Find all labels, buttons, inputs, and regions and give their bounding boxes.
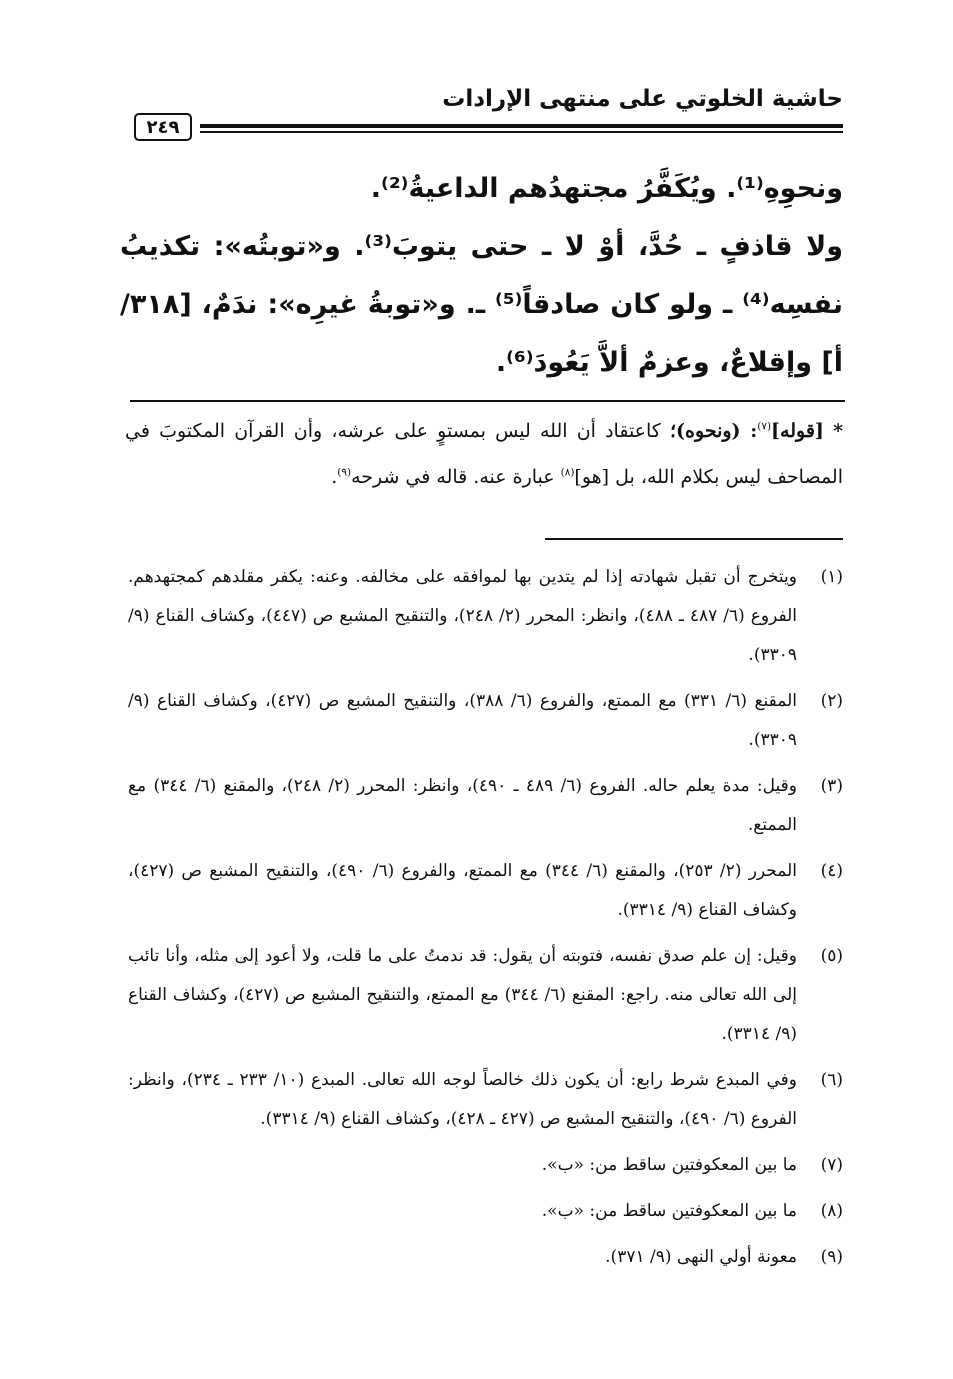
- footnote-divider: [545, 538, 843, 540]
- footnote: [128, 937, 843, 1054]
- main-text: [120, 160, 843, 392]
- header-rule: [200, 124, 843, 128]
- footnote: [128, 1146, 843, 1185]
- footnote-ref-7: (٧): [757, 420, 772, 433]
- footnote-number: (٩): [820, 1247, 843, 1267]
- footnote-text: ويتخرج أن تقبل شهادته إذا لم يتدين بها لموافقه على مخالفه. وعنه: يكفر مقلدهم كمجتهدهم. الفروع (٦/ ٤٨٧ ـ ٤٨٨)، وانظر: المحرر (٢/ ٢٤٨)، والتنقيح المشبع ص (٤٤٧)، وكشاف القناع (٩/ ٣٣٠٩).: [128, 567, 798, 665]
- footnote: [128, 558, 843, 675]
- footnote-text: وقيل: إن علم صدق نفسه، فتوبته أن يقول: قد ندمتُ على ما قلت، ولا أعود إلى مثله، وأنا تائب إلى الله تعالى منه. راجع: المقنع (٦/ ٣٤٤) مع الممتع، والتنقيح المشبع ص (٤٢٧)، وكشاف القناع (٩/ ٣٣١٤).: [128, 946, 797, 1044]
- footnote-number: (٦): [820, 1070, 843, 1090]
- footnote-number: (٤): [820, 861, 843, 881]
- running-title: حاشية الخلوتي على منتهى الإرادات: [442, 86, 843, 112]
- footnotes: [128, 558, 843, 1284]
- main-paragraph-1: ونحوِهِ⁽¹⁾. ويُكَفَّرُ مجتهدُهم الداعيةُ⁽²⁾.: [370, 173, 843, 204]
- footnote-number: (٣): [820, 776, 843, 796]
- main-paragraph-2: ولا قاذفٍ ـ حُدَّ، أوْ لا ـ حتى يتوبَ⁽³⁾. و«توبتُه»: تكذيبُ نفسِه⁽⁴⁾ ـ ولو كان صادقاً⁽⁵⁾ ـ. و«توبةُ غيرِه»: ندَمٌ، [٣١٨/ أ] وإقلاعٌ، وعزمٌ ألاَّ يَعُودَ⁽⁶⁾.: [120, 231, 843, 378]
- header-rule-thin: [200, 131, 843, 133]
- page-number: ٢٤٩: [134, 113, 192, 141]
- footnote-number: (٨): [820, 1201, 843, 1221]
- footnote: [128, 852, 843, 930]
- footnote-text: وفي المبدع شرط رابع: أن يكون ذلك خالصاً لوجه الله تعالى. المبدع (١٠/ ٢٣٣ ـ ٢٣٤)، وانظر: الفروع (٦/ ٤٩٠)، والتنقيح المشبع ص (٤٢٧ ـ ٤٢٨)، وكشاف القناع (٩/ ٣٣١٤).: [128, 1070, 797, 1129]
- footnote-text: ما بين المعكوفتين ساقط من: «ب».: [541, 1155, 797, 1175]
- commentary-text-3: .: [331, 466, 338, 488]
- footnote-ref-8: (٨): [560, 466, 575, 479]
- star-marker: *: [833, 420, 843, 442]
- footnote-text: المحرر (٢/ ٢٥٣)، والمقنع (٦/ ٣٤٤) مع الممتع، والفروع (٦/ ٤٩٠)، والتنقيح المشبع ص (٤٢٧)، وكشاف القناع (٩/ ٣٣١٤).: [128, 861, 797, 920]
- footnote: [128, 1061, 843, 1139]
- footnote-number: (٢): [820, 691, 843, 711]
- footnote-text: المقنع (٦/ ٣٣١) مع الممتع، والفروع (٦/ ٣٨٨)، والتنقيح المشبع ص (٤٢٧)، وكشاف القناع (٩/ ٣٣٠٩).: [128, 691, 798, 750]
- footnote-text: ما بين المعكوفتين ساقط من: «ب».: [541, 1201, 797, 1221]
- main-divider: [130, 400, 845, 402]
- footnote: [128, 767, 843, 845]
- commentary-lead: [قوله]: [771, 420, 824, 442]
- commentary-paragraph: [125, 408, 843, 500]
- footnote-number: (١): [820, 567, 843, 587]
- footnote-text: وقيل: مدة يعلم حاله. الفروع (٦/ ٤٨٩ ـ ٤٩٠)، وانظر: المحرر (٢/ ٢٤٨)، والمقنع (٦/ ٣٤٤) مع الممتع.: [128, 776, 797, 835]
- footnote: [128, 1238, 843, 1277]
- footnote-text: معونة أولي النهى (٩/ ٣٧١).: [605, 1247, 797, 1267]
- commentary-text-2: عبارة عنه. قاله في شرحه: [351, 466, 561, 488]
- commentary: [125, 408, 843, 500]
- footnote: [128, 1192, 843, 1231]
- footnote-ref-9: (٩): [337, 466, 352, 479]
- footnote-number: (٧): [820, 1155, 843, 1175]
- footnote-number: (٥): [820, 946, 843, 966]
- commentary-text: كاعتقاد أن الله ليس بمستوٍ على عرشه، وأن القرآن المكتوبَ في المصاحف ليس بكلام الله، بل [هو]: [125, 420, 843, 488]
- footnote: [128, 682, 843, 760]
- commentary-quoted: : (ونحوه)؛: [670, 420, 758, 442]
